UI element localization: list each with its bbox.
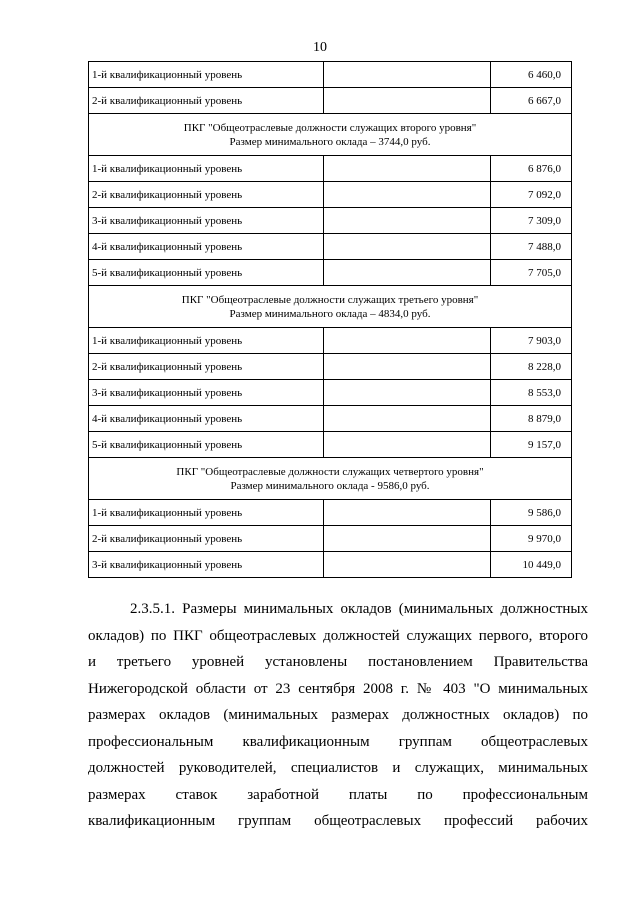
qualification-level: 2-й квалификационный уровень [89,354,324,380]
qualification-level: 1-й квалификационный уровень [89,62,324,88]
group-min-salary: Размер минимального оклада – 3744,0 руб. [229,135,431,148]
salary-value: 8 553,0 [490,380,571,406]
qualification-level: 5-й квалификационный уровень [89,260,324,286]
empty-cell [323,354,490,380]
qualification-level: 5-й квалификационный уровень [89,432,324,458]
table-row [89,156,572,182]
table-row [89,526,572,552]
salary-value: 6 667,0 [490,88,571,114]
group-header-row [89,286,572,328]
group-header-cell [89,458,572,500]
paragraph-line: 2.3.5.1. Размеры минимальных окладов (минимальных должностных [130,601,588,617]
empty-cell [323,260,490,286]
table-row [89,500,572,526]
salary-value: 6 876,0 [490,156,571,182]
salary-value: 7 705,0 [490,260,571,286]
group-header-row [89,114,572,156]
salary-table-body [89,62,572,578]
empty-cell [323,406,490,432]
empty-cell [323,156,490,182]
salary-value: 8 879,0 [490,406,571,432]
table-row [89,182,572,208]
paragraph-line: и третьего уровней установлены постановлением Правительства [88,654,588,670]
qualification-level: 4-й квалификационный уровень [89,406,324,432]
empty-cell [323,380,490,406]
table-row [89,208,572,234]
qualification-level: 3-й квалификационный уровень [89,380,324,406]
group-min-salary: Размер минимального оклада – 4834,0 руб. [229,307,431,320]
salary-value: 6 460,0 [490,62,571,88]
empty-cell [323,234,490,260]
empty-cell [323,182,490,208]
table-row [89,62,572,88]
salary-value: 7 488,0 [490,234,571,260]
group-title: ПКГ "Общеотраслевые должности служащих второго уровня" [183,121,477,134]
qualification-level: 1-й квалификационный уровень [89,156,324,182]
qualification-level: 1-й квалификационный уровень [89,500,324,526]
empty-cell [323,432,490,458]
qualification-level: 3-й квалификационный уровень [89,208,324,234]
salary-value: 10 449,0 [490,552,571,578]
table-row [89,432,572,458]
salary-table [88,61,572,578]
group-header-cell [89,114,572,156]
salary-value: 7 309,0 [490,208,571,234]
paragraph-line: должностей руководителей, специалистов и служащих, минимальных [88,760,588,776]
body-paragraph [88,596,588,835]
group-title: ПКГ "Общеотраслевые должности служащих третьего уровня" [181,293,479,306]
qualification-level: 2-й квалификационный уровень [89,182,324,208]
qualification-level: 2-й квалификационный уровень [89,526,324,552]
table-row [89,260,572,286]
empty-cell [323,208,490,234]
salary-value: 9 157,0 [490,432,571,458]
qualification-level: 2-й квалификационный уровень [89,88,324,114]
salary-value: 7 903,0 [490,328,571,354]
empty-cell [323,526,490,552]
paragraph-line: размерах окладов (минимальных размерах должностных окладов) по [88,707,588,723]
paragraph-line: Нижегородской области от 23 сентября 2008 г. № 403 "О минимальных [88,680,588,697]
table-row [89,552,572,578]
group-title: ПКГ "Общеотраслевые должности служащих четвертого уровня" [176,465,484,478]
paragraph-line: размерах ставок заработной платы по профессиональным [88,786,588,803]
qualification-level: 3-й квалификационный уровень [89,552,324,578]
empty-cell [323,500,490,526]
empty-cell [323,328,490,354]
empty-cell [323,88,490,114]
table-row [89,380,572,406]
group-min-salary: Размер минимального оклада - 9586,0 руб. [230,479,430,492]
salary-value: 7 092,0 [490,182,571,208]
group-header-row [89,458,572,500]
empty-cell [323,62,490,88]
table-row [89,234,572,260]
paragraph-line: квалификационным группам общеотраслевых профессий рабочих [88,813,588,829]
qualification-level: 4-й квалификационный уровень [89,234,324,260]
qualification-level: 1-й квалификационный уровень [89,328,324,354]
table-row [89,328,572,354]
group-header-cell [89,286,572,328]
paragraph-line: окладов) по ПКГ общеотраслевых должностей служащих первого, второго [88,627,588,644]
paragraph-line: профессиональным квалификационным группам общеотраслевых [88,733,588,750]
salary-value: 9 970,0 [490,526,571,552]
table-row [89,354,572,380]
salary-value: 9 586,0 [490,500,571,526]
table-row [89,88,572,114]
page-number: 10 [313,40,327,55]
empty-cell [323,552,490,578]
salary-value: 8 228,0 [490,354,571,380]
table-row [89,406,572,432]
